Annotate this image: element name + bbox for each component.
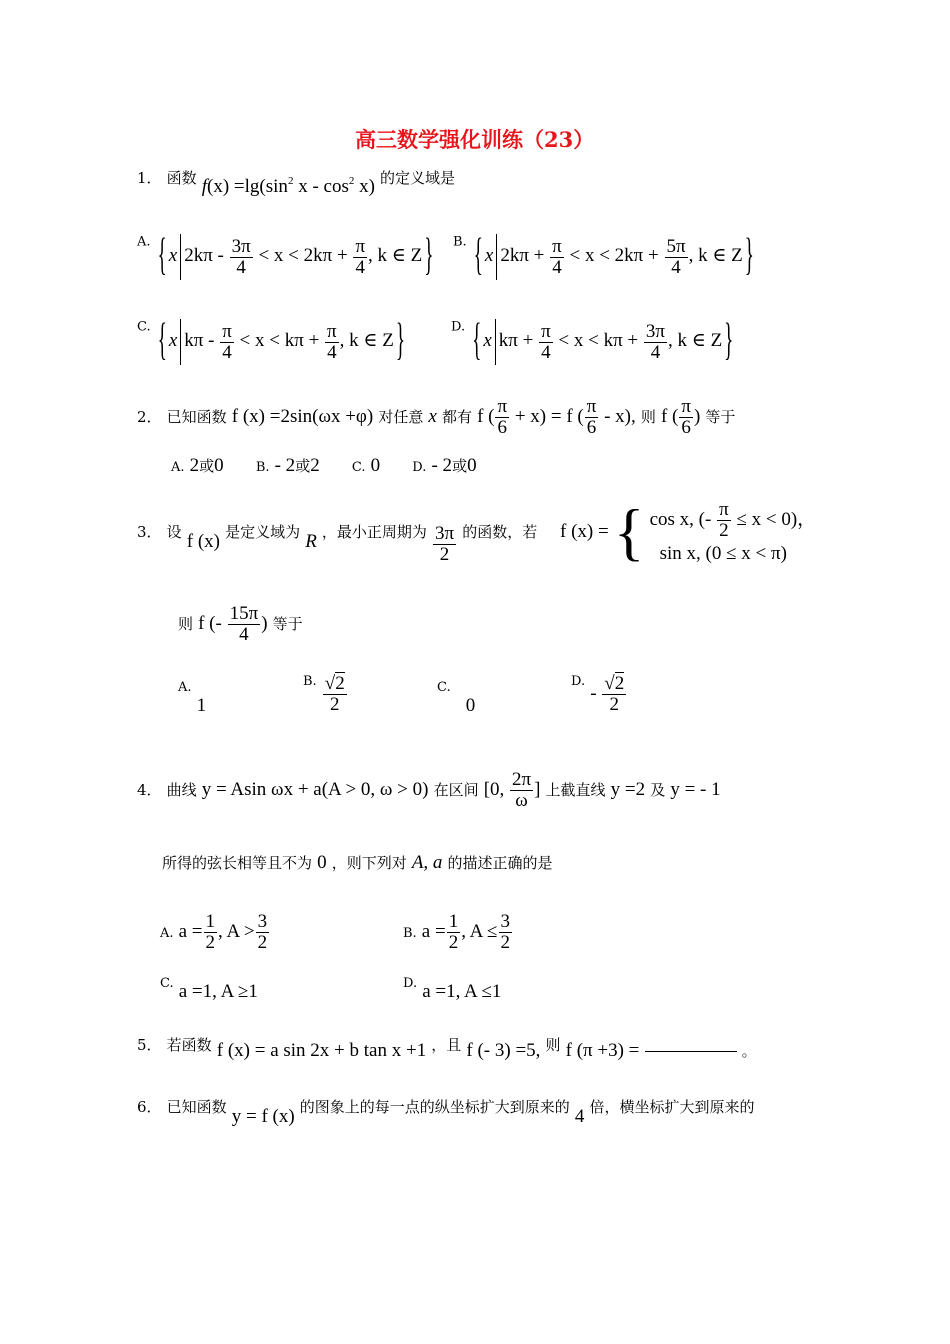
fraction — [550, 237, 564, 278]
question-number: 5． — [137, 1036, 162, 1054]
denominator: 4 — [671, 256, 681, 278]
question-number: 3． — [137, 522, 162, 541]
option-label: C. — [160, 976, 174, 991]
denominator: 4 — [327, 341, 337, 363]
option-a — [137, 230, 435, 281]
formula: x — [428, 405, 437, 427]
option-label: B. — [453, 234, 467, 250]
option-label: D. — [412, 460, 427, 475]
fraction — [717, 500, 731, 541]
formula — [660, 396, 701, 438]
option-d — [412, 456, 476, 475]
fraction — [499, 912, 513, 953]
formula-part: x — [168, 245, 178, 267]
denominator: 2 — [500, 931, 510, 953]
formula: R — [305, 530, 317, 552]
option-value: 0 — [465, 695, 476, 716]
formula: y = f (x) — [231, 1106, 295, 1127]
formula — [421, 911, 513, 953]
numerator: 3π — [645, 320, 665, 342]
question-text: 等于 — [705, 407, 736, 426]
formula-part: ) — [261, 612, 268, 634]
option-value: 2 — [189, 455, 200, 476]
formula-part: , k ∈ Z — [368, 245, 423, 267]
formula-part: 2kπ + — [500, 245, 550, 267]
question-text: 的图象上的每一点的纵坐标扩大到原来的 — [299, 1098, 570, 1116]
denominator: 4 — [355, 256, 365, 278]
question-number: 1． — [137, 169, 162, 187]
option-label: A. — [178, 680, 192, 695]
formula: f (- 3) =5, — [466, 1040, 541, 1061]
formula: f (π +3) = — [565, 1040, 640, 1061]
formula-part: f — [201, 176, 208, 197]
formula-part: , A > — [218, 920, 255, 942]
formula — [470, 315, 735, 366]
option-c — [352, 456, 380, 475]
option-value: 1 — [196, 695, 207, 716]
radicand: 2 — [614, 673, 625, 695]
denominator: 6 — [681, 416, 691, 438]
fraction — [353, 237, 367, 278]
option-b — [403, 912, 513, 953]
formula-part: kπ - — [184, 330, 220, 352]
question-4 — [137, 770, 721, 811]
exponent: 2 — [348, 175, 355, 187]
right-brace: } — [395, 315, 405, 366]
question-1 — [137, 166, 456, 197]
question-text: 曲线 — [166, 780, 197, 799]
option-d — [571, 674, 627, 715]
option-a — [160, 912, 270, 953]
numerator: 2π — [512, 769, 532, 790]
formula-part: , k ∈ Z — [688, 245, 743, 267]
question-text: 已知函数 — [166, 407, 227, 426]
denominator: 2 — [439, 543, 450, 565]
denominator: 4 — [239, 623, 249, 645]
numerator: π — [327, 320, 337, 342]
denominator: 6 — [586, 416, 597, 438]
fraction — [256, 912, 270, 953]
formula-part: f ( — [660, 405, 679, 427]
option-value: - 2 — [274, 455, 296, 476]
option-value: 或 — [452, 457, 468, 475]
formula — [472, 230, 756, 281]
numerator: 1 — [448, 911, 459, 932]
formula — [178, 911, 271, 953]
formula-part: x) — [354, 176, 375, 197]
formula-part: f (- — [198, 612, 227, 634]
formula-part: (x) =lg(sin — [207, 176, 288, 197]
denominator: 2 — [205, 931, 216, 953]
question-text: ，最小正周期为 — [321, 522, 427, 541]
option-label: B. — [303, 674, 317, 689]
numerator: π — [552, 235, 562, 257]
fraction — [228, 604, 261, 645]
fraction — [665, 237, 688, 278]
question-text: 则 — [640, 407, 656, 426]
formula — [202, 176, 375, 197]
formula-part: , k ∈ Z — [668, 330, 723, 352]
numerator: 3π — [435, 523, 455, 544]
question-text: 已知函数 — [166, 1098, 227, 1116]
fraction — [495, 397, 509, 438]
option-value: 0 — [467, 455, 477, 476]
question-text: 都有 — [441, 407, 472, 426]
formula-part: - x), — [599, 405, 636, 427]
formula-part: ] — [534, 778, 541, 800]
option-c — [137, 315, 407, 366]
fraction — [230, 237, 253, 278]
formula: 0 — [317, 852, 327, 873]
formula — [156, 315, 407, 366]
numerator: 3 — [500, 911, 510, 932]
question-2 — [137, 397, 735, 438]
left-brace: { — [473, 230, 483, 281]
formula-part: < x < kπ + — [553, 330, 643, 352]
fraction — [539, 322, 553, 363]
formula-part: f ( — [477, 405, 495, 427]
formula-part: a = — [421, 920, 446, 942]
numerator: π — [586, 396, 597, 417]
question-text: 倍，横坐标扩大到原来的 — [589, 1098, 755, 1116]
formula-part: 2kπ - — [184, 245, 229, 267]
option-value: - 2 — [431, 455, 453, 476]
formula: 4 — [574, 1106, 585, 1127]
question-number: 2． — [137, 407, 162, 426]
formula-part: ， — [797, 508, 817, 530]
formula: f (x) =2sin(ωx +φ) — [231, 405, 374, 427]
option-c — [160, 976, 258, 1003]
left-brace: { — [157, 230, 167, 281]
option-value: a =1, A ≤1 — [422, 981, 502, 1002]
option-label: A. — [160, 925, 174, 941]
option-a — [171, 456, 224, 475]
numerator: π — [222, 320, 232, 342]
formula-part: x — [483, 330, 492, 352]
denominator: 2 — [448, 931, 459, 953]
denominator: 2 — [257, 931, 268, 953]
left-brace: { — [472, 315, 482, 366]
fraction — [323, 674, 347, 715]
numerator: π — [681, 396, 691, 417]
question-text: 上截直线 — [545, 780, 606, 799]
question-text: 函数 — [166, 169, 197, 187]
option-label: C. — [137, 319, 151, 335]
option-label: D. — [403, 976, 418, 991]
option-label: A. — [137, 234, 151, 250]
question-text: 的描述正确的是 — [447, 854, 553, 872]
option-value: 2 — [310, 455, 320, 476]
formula-part: < x < 2kπ + — [253, 245, 353, 267]
denominator: 2 — [330, 694, 340, 715]
question-6 — [137, 1096, 755, 1127]
denominator: ω — [515, 789, 528, 811]
formula-part: , A ≤ — [461, 920, 498, 942]
formula-part: a = — [178, 920, 203, 942]
option-a — [178, 680, 207, 716]
formula: y = Asin ωx + a(A > 0, ω > 0) — [201, 778, 429, 800]
numerator: √2 — [604, 673, 625, 695]
option-label: A. — [171, 460, 185, 475]
question-text: 若函数 — [166, 1036, 212, 1054]
set-bar — [496, 234, 497, 280]
option-value: a =1, A ≥1 — [178, 981, 258, 1002]
option-d — [403, 976, 501, 1003]
cases — [650, 500, 817, 565]
option-value: 或 — [199, 457, 215, 475]
question-number: 4． — [137, 780, 162, 799]
formula: y =2 — [610, 778, 646, 800]
question-text: 的函数，若 — [462, 522, 538, 541]
formula-part: [0, — [483, 778, 510, 800]
formula-part: f (x) = — [560, 521, 609, 543]
question-text: 。 — [741, 1042, 757, 1060]
fraction — [602, 674, 626, 715]
option-b — [453, 230, 756, 281]
piecewise-function — [560, 496, 817, 568]
fraction — [325, 322, 339, 363]
option-label: D. — [571, 674, 586, 689]
question-number: 6． — [137, 1098, 162, 1116]
numerator: 15π — [229, 603, 259, 624]
right-brace: } — [724, 315, 734, 366]
option-label: D. — [451, 319, 466, 335]
question-text: 设 — [166, 522, 182, 541]
right-brace: } — [744, 230, 754, 281]
fraction — [204, 912, 218, 953]
question-text: 是定义域为 — [225, 522, 301, 541]
formula-part: x — [484, 245, 494, 267]
question-text: 所得的弦长相等且不为 — [162, 854, 313, 872]
question-text: 在区间 — [433, 780, 479, 799]
numerator: π — [541, 320, 551, 342]
numerator: √2 — [324, 673, 345, 695]
fraction — [510, 770, 533, 811]
numerator: π — [719, 499, 729, 520]
numerator: 3π — [231, 235, 251, 257]
option-value: 或 — [295, 457, 311, 475]
answer-blank[interactable] — [645, 1051, 737, 1052]
fraction — [679, 397, 693, 438]
option-value: 0 — [370, 455, 381, 476]
question-text: 及 — [650, 780, 666, 799]
question-5 — [137, 1034, 757, 1062]
numerator: π — [355, 235, 366, 257]
question-text: ，且 — [431, 1036, 462, 1054]
formula — [198, 603, 268, 645]
option-label: C. — [351, 460, 366, 475]
left-brace: { — [157, 315, 167, 366]
question-text: ，则下列对 — [331, 854, 407, 872]
radicand: 2 — [335, 673, 345, 695]
fraction — [585, 397, 599, 438]
set-bar — [495, 319, 496, 365]
numerator: 5π — [666, 235, 686, 257]
formula — [156, 230, 436, 281]
numerator: π — [497, 396, 508, 417]
fraction — [433, 524, 456, 565]
question-text: 等于 — [272, 614, 303, 633]
set-bar — [180, 319, 181, 365]
option-label: B. — [255, 460, 270, 475]
question-text: 的定义域是 — [380, 169, 456, 187]
formula: f (x) — [186, 530, 220, 552]
set-bar — [180, 234, 181, 280]
options-row — [171, 455, 477, 477]
denominator: 4 — [236, 256, 246, 278]
exponent: 2 — [287, 175, 294, 187]
formula-part: < x < kπ + — [234, 330, 325, 352]
option-value: - — [590, 683, 602, 704]
formula-part: ≤ x < 0) — [731, 508, 798, 530]
denominator: 6 — [497, 416, 508, 438]
denominator: 4 — [650, 341, 661, 363]
case-1 — [650, 500, 817, 541]
option-value: 0 — [214, 455, 224, 476]
formula-part: + x) = f ( — [510, 405, 584, 427]
option-label: B. — [403, 925, 417, 941]
question-text: 对任意 — [378, 407, 424, 426]
denominator: 2 — [719, 519, 729, 541]
denominator: 4 — [222, 341, 232, 363]
question-3 — [137, 512, 538, 565]
formula-part: kπ + — [498, 330, 539, 352]
fraction — [644, 322, 667, 363]
formula: A, a — [411, 852, 443, 873]
formula — [477, 396, 636, 438]
denominator: 4 — [541, 341, 551, 363]
denominator: 4 — [552, 256, 562, 278]
option-label: C. — [437, 680, 451, 695]
formula: f (x) = a sin 2x + b tan x +1 — [216, 1040, 427, 1061]
option-b — [303, 674, 348, 715]
numerator: 3 — [257, 911, 268, 932]
denominator: 2 — [609, 694, 619, 715]
formula-part: cos x, (- — [649, 508, 717, 530]
fraction — [220, 322, 234, 363]
formula-part: x — [168, 330, 178, 352]
option-c — [437, 680, 476, 716]
page-title: 高三数学强化训练（23） — [355, 127, 595, 152]
question-4-line-2 — [162, 852, 553, 874]
question-text: 则 — [178, 614, 194, 633]
formula: y = - 1 — [670, 778, 721, 800]
right-brace: } — [424, 230, 434, 281]
formula-part: x - cos — [293, 176, 349, 197]
formula — [483, 769, 541, 811]
left-brace: { — [613, 496, 645, 568]
case-2: sin x, (0 ≤ x < π) — [659, 542, 787, 564]
formula-part: < x < 2kπ + — [564, 245, 664, 267]
question-3-ask — [178, 604, 303, 645]
formula-part: , k ∈ Z — [339, 330, 394, 352]
option-d — [451, 315, 735, 366]
option-b — [256, 456, 320, 475]
numerator: 1 — [205, 911, 216, 932]
formula-part: ) — [693, 405, 701, 427]
question-text: 则 — [545, 1036, 561, 1054]
fraction — [447, 912, 461, 953]
